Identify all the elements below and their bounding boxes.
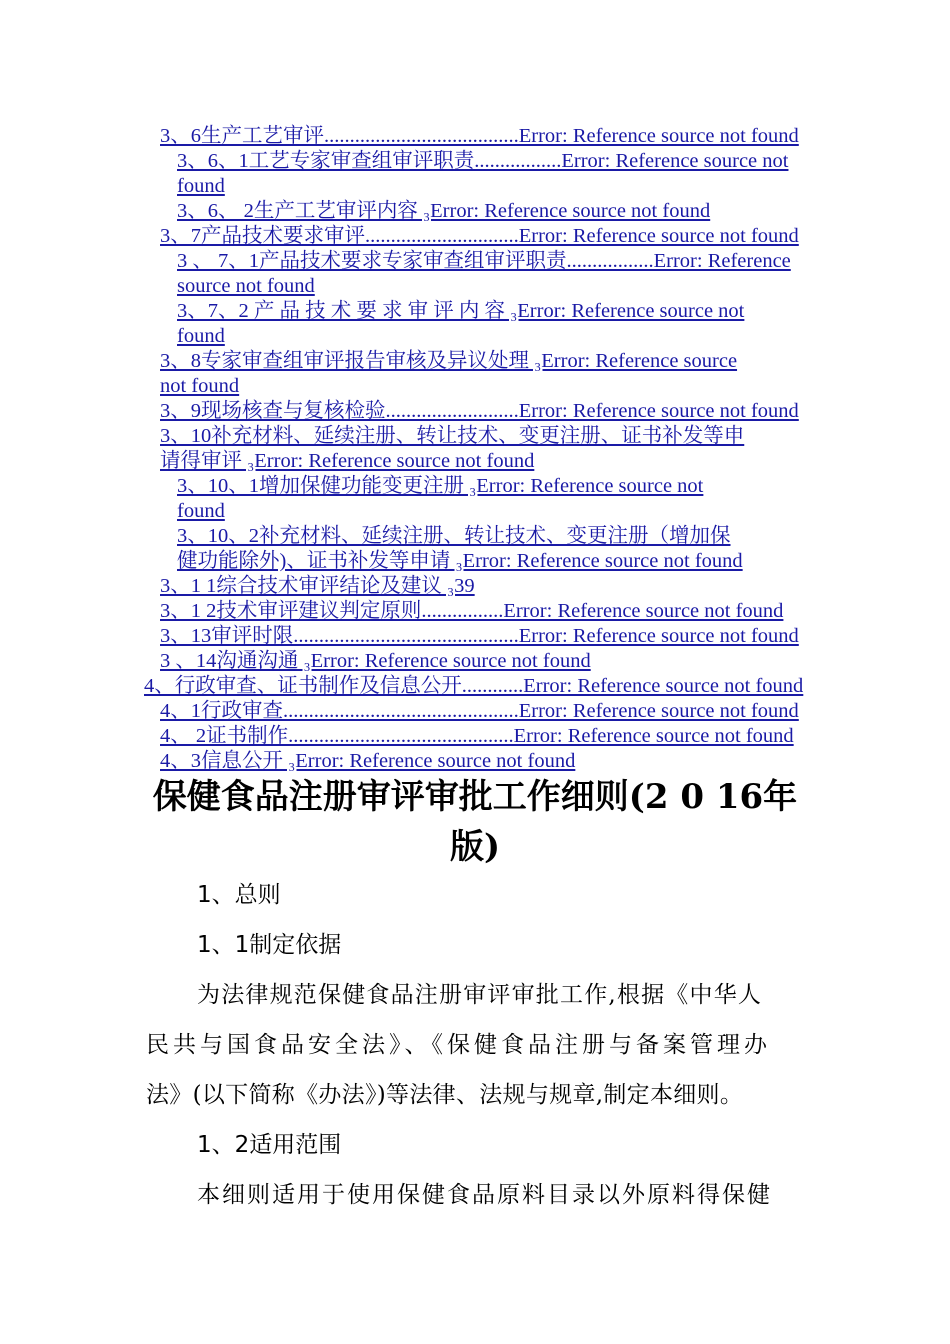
toc-entry[interactable]: 3、7、2 产 品 技 术 要 求 审 评 内 容 ₃Error: Reference source not bbox=[177, 300, 745, 322]
paragraph-line: 民共与国食品安全法》、《保健食品注册与备案管理办 bbox=[146, 1032, 771, 1058]
toc-entry[interactable]: 3、10、1增加保健功能变更注册 ₃Error: Reference source not bbox=[177, 475, 704, 497]
subsection-heading: 1、2适用范围 bbox=[197, 1132, 342, 1158]
document-title: 保健食品注册审评审批工作细则(2 0 16年 bbox=[152, 777, 798, 817]
toc-entry[interactable]: 3 、 7、1产品技术要求专家审查组审评职责.................Error: Reference bbox=[177, 250, 791, 272]
toc-entry[interactable]: 3 、14沟通沟通 ₃Error: Reference source not found bbox=[160, 650, 591, 672]
toc-entry[interactable]: 4、行政审查、证书制作及信息公开............Error: Reference source not found bbox=[144, 675, 804, 697]
toc-entry[interactable]: 3、10、2补充材料、延续注册、转让技术、变更注册（增加保 bbox=[177, 525, 731, 547]
paragraph-line: 本细则适用于使用保健食品原料目录以外原料得保健 bbox=[197, 1182, 772, 1208]
toc-entry[interactable]: 请得审评 ₃Error: Reference source not found bbox=[160, 450, 535, 472]
toc-entry[interactable]: 4、 2证书制作............................................Error: Reference source not found bbox=[160, 725, 794, 747]
toc-entry[interactable]: 3、6、1工艺专家审查组审评职责.................Error: Reference source not bbox=[177, 150, 789, 172]
toc-entry[interactable]: not found bbox=[160, 375, 240, 397]
toc-entry[interactable]: 3、1 2技术审评建议判定原则................Error: Reference source not found bbox=[160, 600, 784, 622]
document-title-continued: 版) bbox=[449, 827, 501, 867]
toc-entry[interactable]: 3、8专家审查组审评报告审核及异议处理 ₃Error: Reference source bbox=[160, 350, 738, 372]
toc-entry[interactable]: found bbox=[177, 500, 225, 522]
toc-entry[interactable]: 3、10补充材料、延续注册、转让技术、变更注册、证书补发等申 bbox=[160, 425, 745, 447]
toc-entry[interactable]: 4、3信息公开 ₃Error: Reference source not found bbox=[160, 750, 576, 772]
section-heading: 1、总则 bbox=[197, 882, 281, 908]
toc-entry[interactable]: 3、6、 2生产工艺审评内容 ₃Error: Reference source not found bbox=[177, 200, 711, 222]
subsection-heading: 1、1制定依据 bbox=[197, 932, 342, 958]
toc-entry[interactable]: 健功能除外)、证书补发等申请 ₃Error: Reference source not found bbox=[177, 550, 743, 572]
toc-entry[interactable]: source not found bbox=[177, 275, 315, 297]
toc-entry[interactable]: 3、7产品技术要求审评..............................Error: Reference source not found bbox=[160, 225, 799, 247]
toc-entry[interactable]: 4、1行政审查..............................................Error: Reference source not found bbox=[160, 700, 799, 722]
toc-entry[interactable]: 3、9现场核查与复核检验..........................Error: Reference source not found bbox=[160, 400, 799, 422]
toc-entry[interactable]: found bbox=[177, 175, 225, 197]
paragraph-line: 为法律规范保健食品注册审评审批工作,根据《中华人 bbox=[197, 982, 763, 1008]
toc-entry[interactable]: 3、13审评时限............................................Error: Reference source not found bbox=[160, 625, 799, 647]
paragraph-line: 法》(以下简称《办法》)等法律、法规与规章,制定本细则。 bbox=[146, 1082, 744, 1108]
toc-entry[interactable]: 3、6生产工艺审评......................................Error: Reference source not found bbox=[160, 125, 799, 147]
toc-entry[interactable]: 3、1 1综合技术审评结论及建议 ₃39 bbox=[160, 575, 475, 597]
toc-entry[interactable]: found bbox=[177, 325, 225, 347]
